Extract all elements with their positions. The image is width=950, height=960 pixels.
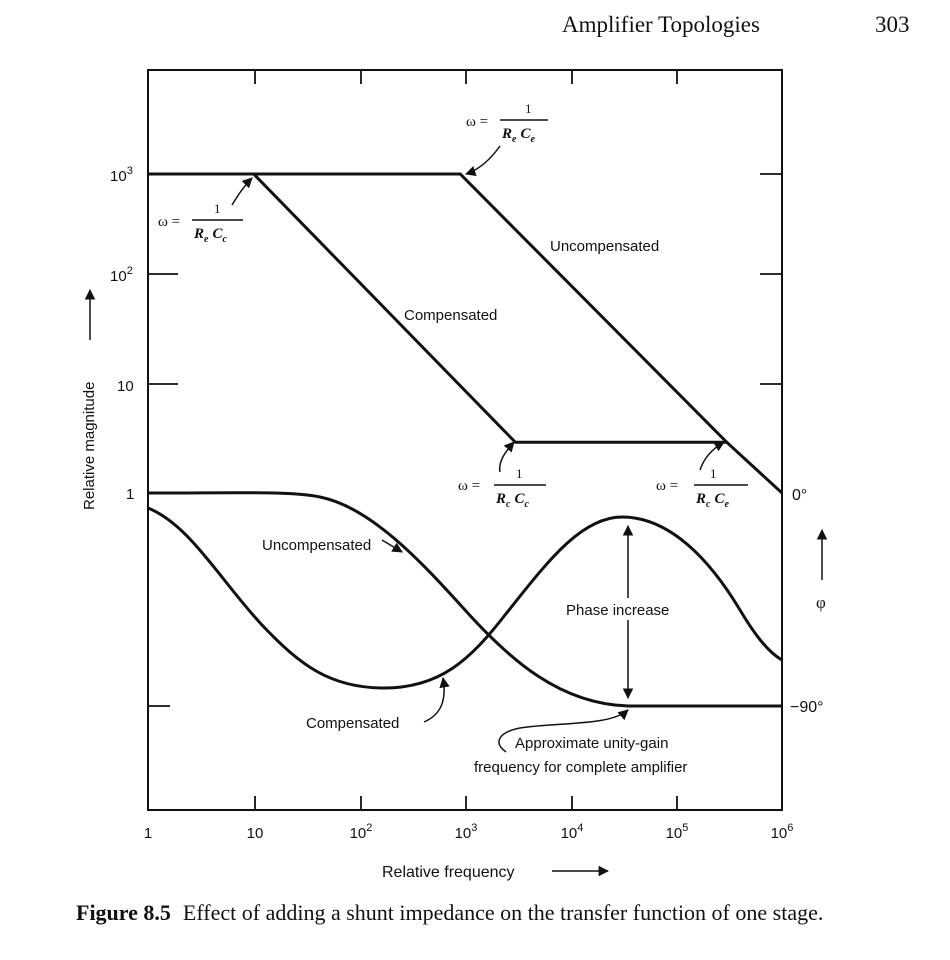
x-tick-label: 1 — [143, 825, 153, 842]
y-axis-title: Relative magnitude — [81, 381, 98, 510]
omega-annotation-ReCc — [158, 178, 252, 245]
svg-text:1: 1 — [710, 466, 717, 481]
y-tick-label: $10^3$ — [110, 165, 133, 185]
svg-text:ω =: ω = — [158, 214, 181, 230]
running-header-title: Amplifier Topologies — [562, 12, 760, 37]
uncompensated-magnitude-curve — [148, 174, 782, 493]
y-tick-label: 10 — [117, 378, 134, 395]
label-mag-compensated: Compensated — [404, 307, 498, 324]
x-tick-label: $10^2$ — [349, 822, 373, 842]
omega-annotation-RcCc — [458, 442, 546, 510]
compensated-pointer-arrow — [424, 678, 444, 722]
label-phase-compensated: Compensated — [306, 715, 400, 732]
svg-text:ReCc: $R_e$ $C_c$ — [194, 226, 227, 245]
label-unity-gain-line2: frequency for complete amplifier — [474, 759, 688, 776]
figure-number: Figure 8.5 — [76, 900, 171, 925]
omega-annotation-RcCe — [656, 442, 748, 510]
figure-caption — [76, 900, 936, 926]
svg-text:ω =: ω = — [466, 114, 489, 130]
y-tick-label: $10^2$ — [110, 265, 133, 285]
svg-text:1: 1 — [516, 466, 523, 481]
tick-marks — [148, 70, 782, 810]
caption-text: Effect of adding a shunt impedance on the transfer function of one stage. — [182, 900, 824, 925]
plot-frame — [148, 70, 782, 810]
label-unity-gain-line1: Approximate unity-gain — [515, 735, 669, 752]
omega-annotation-ReCe-top — [466, 101, 548, 174]
page-number: 303 — [875, 12, 910, 37]
x-tick-label: $10^4$ — [560, 822, 584, 842]
svg-text:ω =: ω = — [656, 478, 679, 494]
svg-text:1: 1 — [525, 101, 532, 116]
label-mag-uncompensated: Uncompensated — [550, 238, 660, 255]
x-tick-label: $10^6$ — [770, 822, 794, 842]
svg-text:RcCc: $R_c$ $C_c$ — [496, 491, 529, 510]
label-phase-increase: Phase increase — [566, 602, 670, 619]
x-tick-label: $10^3$ — [454, 822, 478, 842]
label-phase-uncompensated: Uncompensated — [262, 537, 372, 554]
phase-axis-symbol: φ — [816, 593, 826, 612]
svg-text:1: 1 — [214, 201, 221, 216]
x-axis-title: Relative frequency — [382, 864, 515, 881]
y-tick-label: 1 — [126, 486, 135, 503]
phase-tick-label: −90° — [790, 699, 824, 716]
x-tick-label: $10^5$ — [665, 822, 689, 842]
x-tick-label: 10 — [246, 825, 264, 842]
svg-text:RcCe: $R_c$ $C_e$ — [696, 491, 729, 510]
svg-text:ReCe: $R_e$ $C_e$ — [502, 126, 535, 145]
svg-text:ω =: ω = — [458, 478, 481, 494]
phase-tick-label: 0° — [792, 487, 808, 504]
